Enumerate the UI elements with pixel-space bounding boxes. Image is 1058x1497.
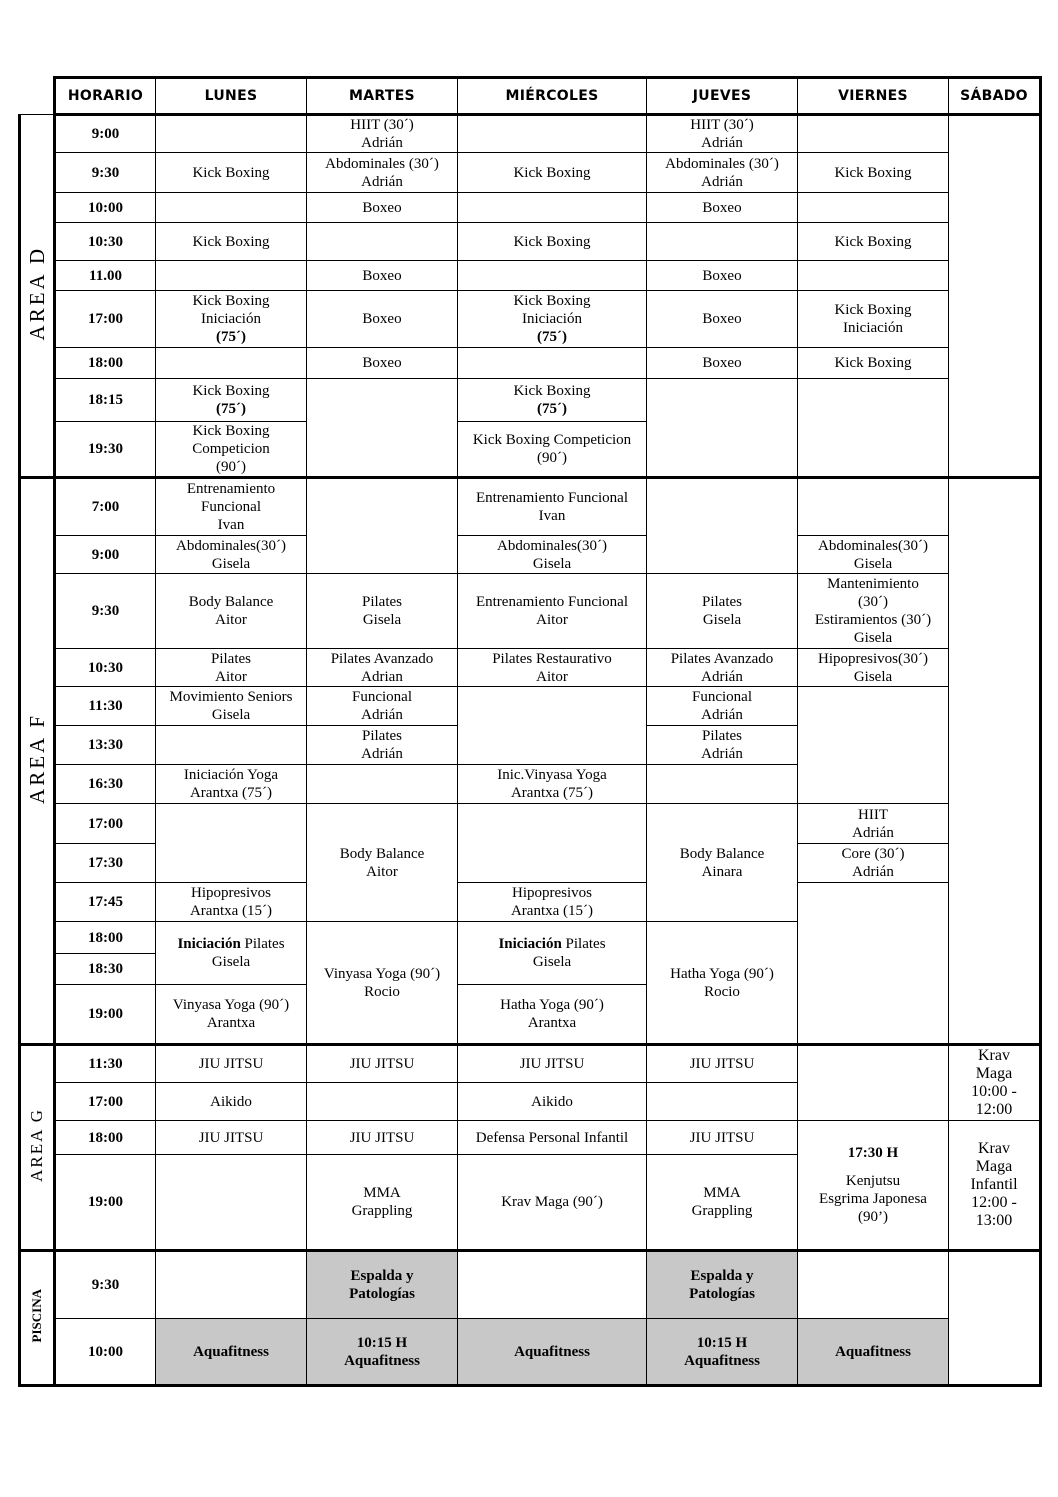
class-cell: HIIT Adrián [798, 804, 949, 844]
class-name: Kick Boxing [192, 383, 270, 399]
time-cell: 18:00 [55, 1121, 156, 1155]
class-name: Kenjutsu Esgrima Japonesa (90’) [819, 1173, 927, 1225]
time-cell: 9:00 [55, 115, 156, 153]
class-cell: Abdominales (30´) Adrián [307, 153, 458, 193]
time-cell: 19:00 [55, 985, 156, 1045]
class-cell: Krav Maga (90´) [458, 1155, 647, 1251]
class-cell [156, 804, 307, 883]
class-cell [798, 1045, 949, 1121]
time-cell: 11:30 [55, 687, 156, 726]
table-row [20, 1251, 1041, 1319]
class-cell: Defensa Personal Infantil [458, 1121, 647, 1155]
class-name-bold: Iniciación [177, 936, 241, 952]
class-cell: Abdominales(30´) Gisela [156, 536, 307, 574]
time-cell: 9:00 [55, 536, 156, 574]
class-cell: Kick Boxing [458, 223, 647, 261]
class-cell: Hatha Yoga (90´) Rocio [647, 922, 798, 1045]
time-cell: 17:00 [55, 804, 156, 844]
class-cell: Pilates Restaurativo Aitor [458, 649, 647, 687]
class-cell: Abdominales(30´) Gisela [798, 536, 949, 574]
header-sabado: SÁBADO [949, 78, 1041, 115]
class-cell [798, 261, 949, 291]
class-cell: Krav Maga 10:00 - 12:00 [949, 1045, 1041, 1121]
class-cell [949, 1251, 1041, 1386]
time-cell: 11:30 [55, 1045, 156, 1083]
time-cell: 18:15 [55, 379, 156, 422]
class-cell [798, 1251, 949, 1319]
table-row [20, 687, 1041, 726]
class-cell [798, 478, 949, 536]
class-cell [307, 379, 458, 478]
class-cell [156, 193, 307, 223]
class-cell: Entrenamiento Funcional Ivan [156, 478, 307, 536]
class-cell: Aquafitness [798, 1319, 949, 1386]
class-name: Kick Boxing Iniciación [192, 293, 270, 327]
class-cell: Boxeo [307, 193, 458, 223]
class-cell: HIIT (30´) Adrián [307, 115, 458, 153]
class-cell: Kick Boxing [798, 348, 949, 379]
table-row [20, 223, 1041, 261]
class-name: Pilates Gisela [532, 936, 606, 970]
time-cell: 17:45 [55, 883, 156, 922]
header-lunes: LUNES [156, 78, 307, 115]
class-cell: Entrenamiento Funcional Aitor [458, 574, 647, 649]
corner-cell [20, 78, 55, 115]
class-cell: Boxeo [307, 348, 458, 379]
class-cell: Kick Boxing [156, 223, 307, 261]
class-cell [458, 1251, 647, 1319]
class-cell: Kick Boxing Competicion (90´) [458, 422, 647, 478]
time-cell: 19:30 [55, 422, 156, 478]
class-cell: JIU JITSU [307, 1121, 458, 1155]
class-cell [156, 1155, 307, 1251]
piscina-label [20, 1251, 55, 1386]
class-cell: Iniciación Yoga Arantxa (75´) [156, 765, 307, 804]
header-miercoles: MIÉRCOLES [458, 78, 647, 115]
time-cell: 10:30 [55, 649, 156, 687]
class-cell [458, 193, 647, 223]
class-cell: Boxeo [647, 348, 798, 379]
time-cell: 18:00 [55, 922, 156, 954]
class-cell: Hipopresivos(30´) Gisela [798, 649, 949, 687]
time-cell: 13:30 [55, 726, 156, 765]
class-cell [156, 348, 307, 379]
time-cell: 10:00 [55, 193, 156, 223]
table-row [20, 261, 1041, 291]
class-cell: Core (30´) Adrián [798, 844, 949, 883]
class-cell: MMA Grappling [307, 1155, 458, 1251]
class-cell: MMA Grappling [647, 1155, 798, 1251]
class-cell: Body Balance Aitor [156, 574, 307, 649]
time-cell: 9:30 [55, 574, 156, 649]
class-cell: Kick Boxing [798, 223, 949, 261]
class-cell: Kick Boxing Iniciación [798, 291, 949, 348]
class-duration: (75´) [537, 329, 567, 345]
time-cell: 17:00 [55, 291, 156, 348]
spacer [800, 1162, 946, 1172]
piscina-text: PISCINA [29, 1288, 44, 1343]
table-row [20, 574, 1041, 649]
time-cell: 19:00 [55, 1155, 156, 1251]
area-f-text: AREA F [25, 713, 49, 804]
class-cell: Funcional Adrián [647, 687, 798, 726]
time-cell: 10:00 [55, 1319, 156, 1386]
class-cell [458, 379, 647, 422]
class-cell: Boxeo [307, 261, 458, 291]
class-cell [307, 1083, 458, 1121]
class-cell [307, 765, 458, 804]
class-cell: Boxeo [647, 261, 798, 291]
area-g-label [20, 1045, 55, 1251]
class-cell [647, 379, 798, 478]
area-d-text: AREA D [25, 245, 49, 341]
class-cell: Kick Boxing Competicion (90´) [156, 422, 307, 478]
header-jueves: JUEVES [647, 78, 798, 115]
table-row [20, 1121, 1041, 1155]
class-cell: Inic.Vinyasa Yoga Arantxa (75´) [458, 765, 647, 804]
class-cell: JIU JITSU [156, 1045, 307, 1083]
table-row [20, 649, 1041, 687]
time-cell: 9:30 [55, 153, 156, 193]
class-cell: Pilates Adrián [647, 726, 798, 765]
header-row [20, 78, 1041, 115]
class-duration: (75´) [537, 401, 567, 417]
class-cell: Pilates Adrián [307, 726, 458, 765]
class-cell [156, 261, 307, 291]
class-cell: Boxeo [647, 291, 798, 348]
class-name: Kick Boxing Iniciación [513, 293, 591, 327]
class-cell: Hipopresivos Arantxa (15´) [156, 883, 307, 922]
class-cell: Entrenamiento Funcional Ivan [458, 478, 647, 536]
class-cell: Body Balance Aitor [307, 804, 458, 922]
table-row [20, 153, 1041, 193]
class-duration: (75´) [216, 329, 246, 345]
class-name: Pilates Gisela [211, 936, 285, 970]
class-cell [156, 922, 307, 985]
class-cell: Mantenimiento (30´) Estiramientos (30´) Gisela [798, 574, 949, 649]
table-row [20, 804, 1041, 844]
class-cell [798, 193, 949, 223]
class-cell: JIU JITSU [647, 1045, 798, 1083]
class-cell [798, 687, 949, 804]
time-cell: 10:30 [55, 223, 156, 261]
table-row [20, 348, 1041, 379]
class-cell: Aikido [156, 1083, 307, 1121]
class-cell: Aquafitness [458, 1319, 647, 1386]
class-cell: Aikido [458, 1083, 647, 1121]
table-row [20, 1045, 1041, 1083]
time-cell: 16:30 [55, 765, 156, 804]
class-cell: Vinyasa Yoga (90´) Arantxa [156, 985, 307, 1045]
class-cell: 10:15 H Aquafitness [647, 1319, 798, 1386]
area-g-text: AREA G [27, 1108, 46, 1182]
table-row [20, 115, 1041, 153]
table-row [20, 291, 1041, 348]
class-cell: JIU JITSU [458, 1045, 647, 1083]
class-cell [458, 687, 647, 765]
schedule-table [18, 76, 1042, 1387]
class-cell [647, 223, 798, 261]
class-cell: 10:15 H Aquafitness [307, 1319, 458, 1386]
table-row [20, 193, 1041, 223]
class-cell: Hipopresivos Arantxa (15´) [458, 883, 647, 922]
table-row [20, 379, 1041, 422]
class-cell: Boxeo [307, 291, 458, 348]
class-cell: Boxeo [647, 193, 798, 223]
class-cell: Hatha Yoga (90´) Arantxa [458, 985, 647, 1045]
table-row [20, 536, 1041, 574]
area-f-label [20, 478, 55, 1045]
class-cell [798, 115, 949, 153]
header-martes: MARTES [307, 78, 458, 115]
class-cell [458, 291, 647, 348]
table-row [20, 478, 1041, 536]
class-cell: Kick Boxing [798, 153, 949, 193]
class-cell: Abdominales(30´) Gisela [458, 536, 647, 574]
class-cell: Pilates Gisela [307, 574, 458, 649]
class-cell: Kick Boxing [156, 153, 307, 193]
class-cell [647, 478, 798, 574]
time-cell: 18:30 [55, 954, 156, 985]
class-cell [307, 223, 458, 261]
class-cell [458, 804, 647, 883]
time-cell: 11.00 [55, 261, 156, 291]
time-cell: 7:00 [55, 478, 156, 536]
class-cell [156, 1251, 307, 1319]
class-cell: Espalda y Patologías [647, 1251, 798, 1319]
time-cell: 17:30 [55, 844, 156, 883]
area-d-label [20, 115, 55, 478]
class-cell: JIU JITSU [647, 1121, 798, 1155]
class-cell [458, 922, 647, 985]
class-cell: Funcional Adrián [307, 687, 458, 726]
time-cell: 9:30 [55, 1251, 156, 1319]
class-cell: Krav Maga Infantil 12:00 - 13:00 [949, 1121, 1041, 1251]
class-cell: JIU JITSU [307, 1045, 458, 1083]
class-cell: Vinyasa Yoga (90´) Rocio [307, 922, 458, 1045]
time-cell: 18:00 [55, 348, 156, 379]
class-cell: Kick Boxing [458, 153, 647, 193]
time-cell: 17:00 [55, 1083, 156, 1121]
header-viernes: VIERNES [798, 78, 949, 115]
class-cell [156, 379, 307, 422]
class-cell [798, 1121, 949, 1251]
class-cell: Espalda y Patologías [307, 1251, 458, 1319]
class-cell [458, 348, 647, 379]
class-cell [647, 765, 798, 804]
header-horario: HORARIO [55, 78, 156, 115]
class-duration: (75´) [216, 401, 246, 417]
class-cell: Abdominales (30´) Adrián [647, 153, 798, 193]
class-cell [307, 478, 458, 574]
class-cell: Body Balance Ainara [647, 804, 798, 922]
class-cell [458, 261, 647, 291]
class-cell: Pilates Avanzado Adrián [647, 649, 798, 687]
class-cell: HIIT (30´) Adrián [647, 115, 798, 153]
class-cell [798, 883, 949, 1045]
class-cell [458, 115, 647, 153]
class-name: Kick Boxing [513, 383, 591, 399]
class-cell [156, 291, 307, 348]
class-cell [647, 1083, 798, 1121]
class-name-bold: Iniciación [498, 936, 562, 952]
class-cell: Aquafitness [156, 1319, 307, 1386]
class-cell [949, 478, 1041, 1045]
class-cell [156, 726, 307, 765]
class-cell: Pilates Gisela [647, 574, 798, 649]
class-cell [156, 115, 307, 153]
class-cell: JIU JITSU [156, 1121, 307, 1155]
table-row [20, 883, 1041, 922]
class-cell: Pilates Aitor [156, 649, 307, 687]
class-cell: Movimiento Seniors Gisela [156, 687, 307, 726]
table-row [20, 1319, 1041, 1386]
class-cell: Pilates Avanzado Adrian [307, 649, 458, 687]
class-time: 17:30 H [847, 1145, 899, 1161]
class-cell [798, 379, 949, 478]
class-cell [949, 115, 1041, 478]
